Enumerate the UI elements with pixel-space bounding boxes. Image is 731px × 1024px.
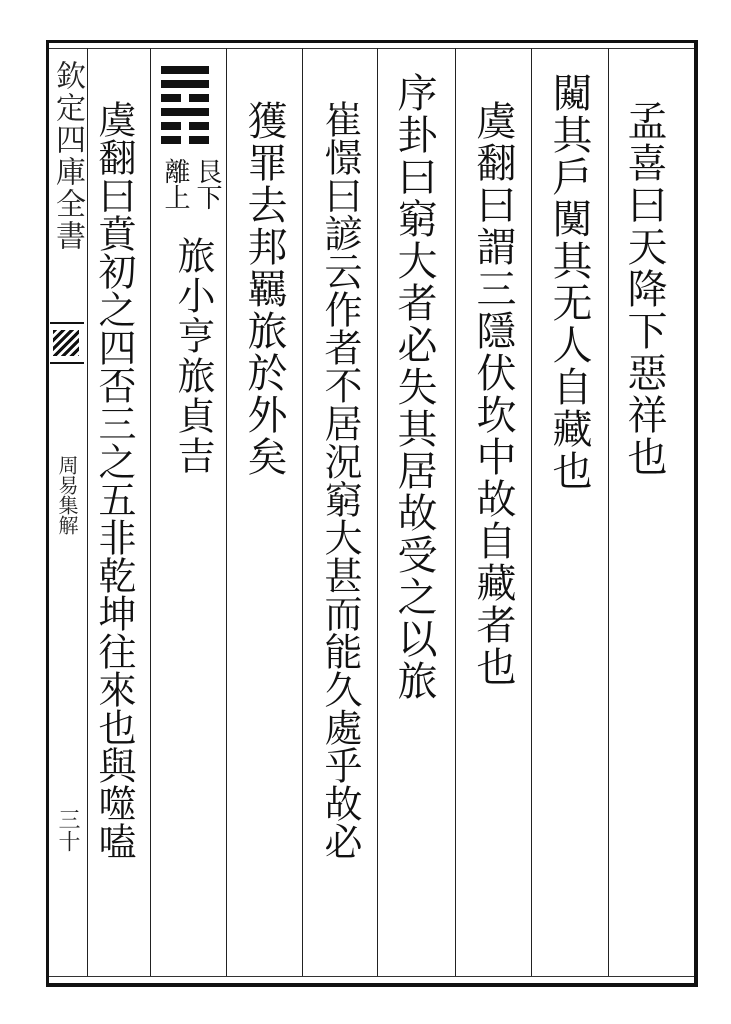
hexagram-line xyxy=(161,94,181,102)
text-column-5: 崔憬曰諺云作者不居況窮大甚而能久處乎故必 xyxy=(318,100,362,860)
column-rule xyxy=(608,48,609,976)
hexagram-upper-label: 艮下 xyxy=(192,158,222,210)
text-column-2: 闚其戶闃其无人自藏也 xyxy=(546,72,592,492)
margin-library-title: 欽定四庫全書 xyxy=(50,60,85,252)
column-rule xyxy=(377,48,378,976)
column-rule xyxy=(87,48,88,976)
hexagram-line xyxy=(189,136,209,144)
column-rule xyxy=(150,48,151,976)
hexagram-line xyxy=(161,80,209,88)
hexagram-lower-label: 離上 xyxy=(160,158,190,210)
text-column-8: 虞翻曰賁初之四否三之五非乾坤往來也與噬嗑 xyxy=(92,100,136,860)
margin-book-title: 周易集解 xyxy=(55,455,79,535)
text-column-4: 序卦曰窮大者必失其居故受之以旅 xyxy=(391,72,437,702)
column-rule xyxy=(226,48,227,976)
hexagram-line xyxy=(189,122,209,130)
border-bottom-inner xyxy=(46,976,698,977)
hexagram-line xyxy=(161,136,181,144)
text-column-7: 旅小亨旅貞吉 xyxy=(171,236,215,476)
border-right xyxy=(694,40,698,987)
text-column-3: 虞翻曰謂三隱伏坎中故自藏者也 xyxy=(470,100,516,688)
hexagram-line xyxy=(161,122,181,130)
fish-tail-mark xyxy=(50,322,84,364)
border-bottom xyxy=(46,983,698,987)
column-rule xyxy=(455,48,456,976)
hexagram-line xyxy=(161,66,209,74)
text-column-6: 獲罪去邦羈旅於外矣 xyxy=(241,100,287,478)
text-column-1: 孟喜曰天降下惡祥也 xyxy=(621,100,667,478)
border-top-inner xyxy=(46,48,698,49)
hexagram-line xyxy=(161,108,209,116)
border-top xyxy=(46,40,698,43)
hexagram-line xyxy=(189,94,209,102)
column-rule xyxy=(531,48,532,976)
column-rule xyxy=(302,48,303,976)
margin-page-number: 三十 xyxy=(55,808,80,852)
hexagram-lu-symbol xyxy=(161,66,209,144)
